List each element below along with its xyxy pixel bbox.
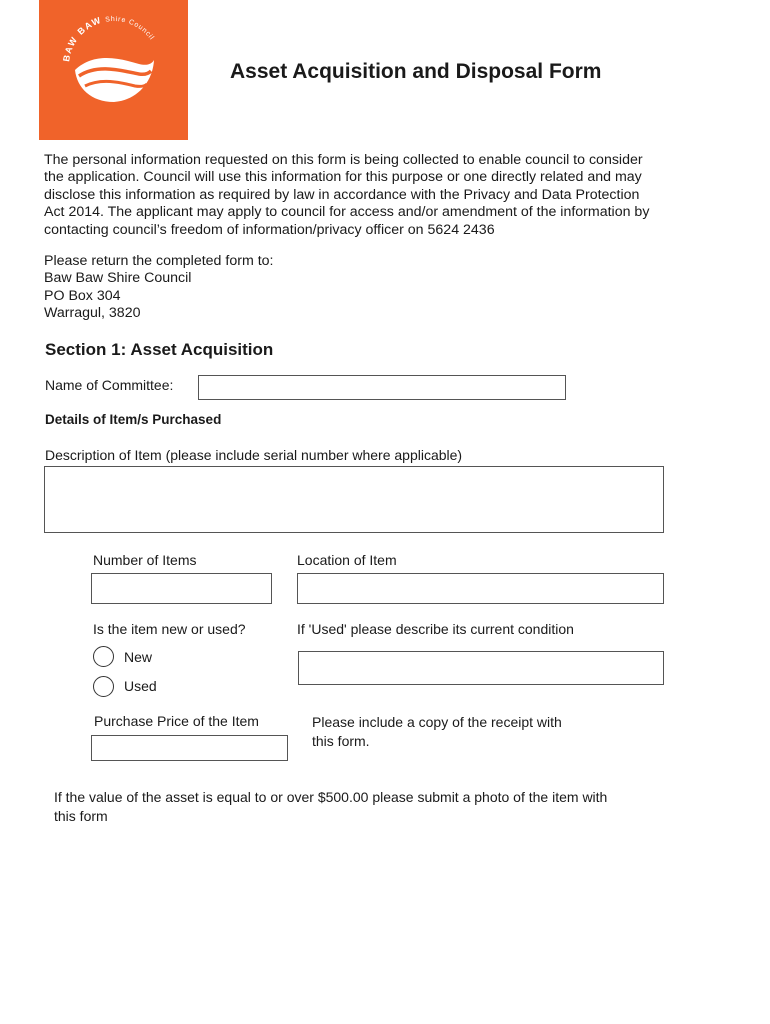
description-label: Description of Item (please include serial number where applicable) [45,447,463,463]
location-label: Location of Item [297,552,397,568]
section-1-heading: Section 1: Asset Acquisition [45,340,274,359]
location-input[interactable] [297,573,664,604]
council-logo [39,0,188,140]
privacy-notice-line: disclose this information as required by law in accordance with the Privacy and Data Protection [44,186,640,203]
privacy-notice-line: contacting council’s freedom of information/privacy officer on 5624 2436 [44,221,495,238]
purchase-price-label: Purchase Price of the Item [94,713,259,729]
purchase-price-input[interactable] [91,735,288,761]
logo-brand-text: BAW BAW [61,14,104,63]
condition-label: If 'Used' please describe its current condition [297,621,574,637]
return-address-line: PO Box 304 [44,287,121,304]
description-textarea[interactable] [44,466,664,533]
photo-note-line: this form [54,808,108,824]
condition-input[interactable] [298,651,664,685]
new-or-used-label: Is the item new or used? [93,621,246,637]
privacy-notice-line: the application. Council will use this information for this purpose or one directly related and may [44,169,642,186]
radio-new-label: New [124,649,153,665]
receipt-note [312,713,562,751]
return-address [44,253,273,323]
privacy-notice [44,152,649,239]
number-of-items-label: Number of Items [93,552,197,568]
return-address-line: Warragul, 3820 [44,305,141,322]
photo-note [54,788,607,826]
details-heading: Details of Item/s Purchased [45,412,222,427]
privacy-notice-line: The personal information requested on this form is being collected to enable council to consider [44,152,643,168]
return-address-line: Baw Baw Shire Council [44,270,192,287]
radio-used-label: Used [124,678,157,694]
logo-sub-text: Shire Council [104,15,156,42]
radio-used[interactable] [93,676,114,697]
radio-new[interactable] [93,646,114,667]
number-of-items-input[interactable] [91,573,272,604]
logo-graphic [39,0,188,140]
receipt-note-line: this form. [312,733,370,749]
svg-text:Shire Council [105,16,155,42]
svg-text:BAW BAW [61,15,103,63]
committee-label: Name of Committee: [45,377,174,393]
photo-note-line: If the value of the asset is equal to or over $500.00 please submit a photo of the item with [54,789,608,805]
return-address-line: Please return the completed form to: [44,253,274,269]
receipt-note-line: Please include a copy of the receipt with [312,714,562,730]
form-title: Asset Acquisition and Disposal Form [230,60,602,83]
committee-name-input[interactable] [198,375,566,400]
privacy-notice-line: Act 2014. The applicant may apply to council for access and/or amendment of the information by [44,204,650,221]
